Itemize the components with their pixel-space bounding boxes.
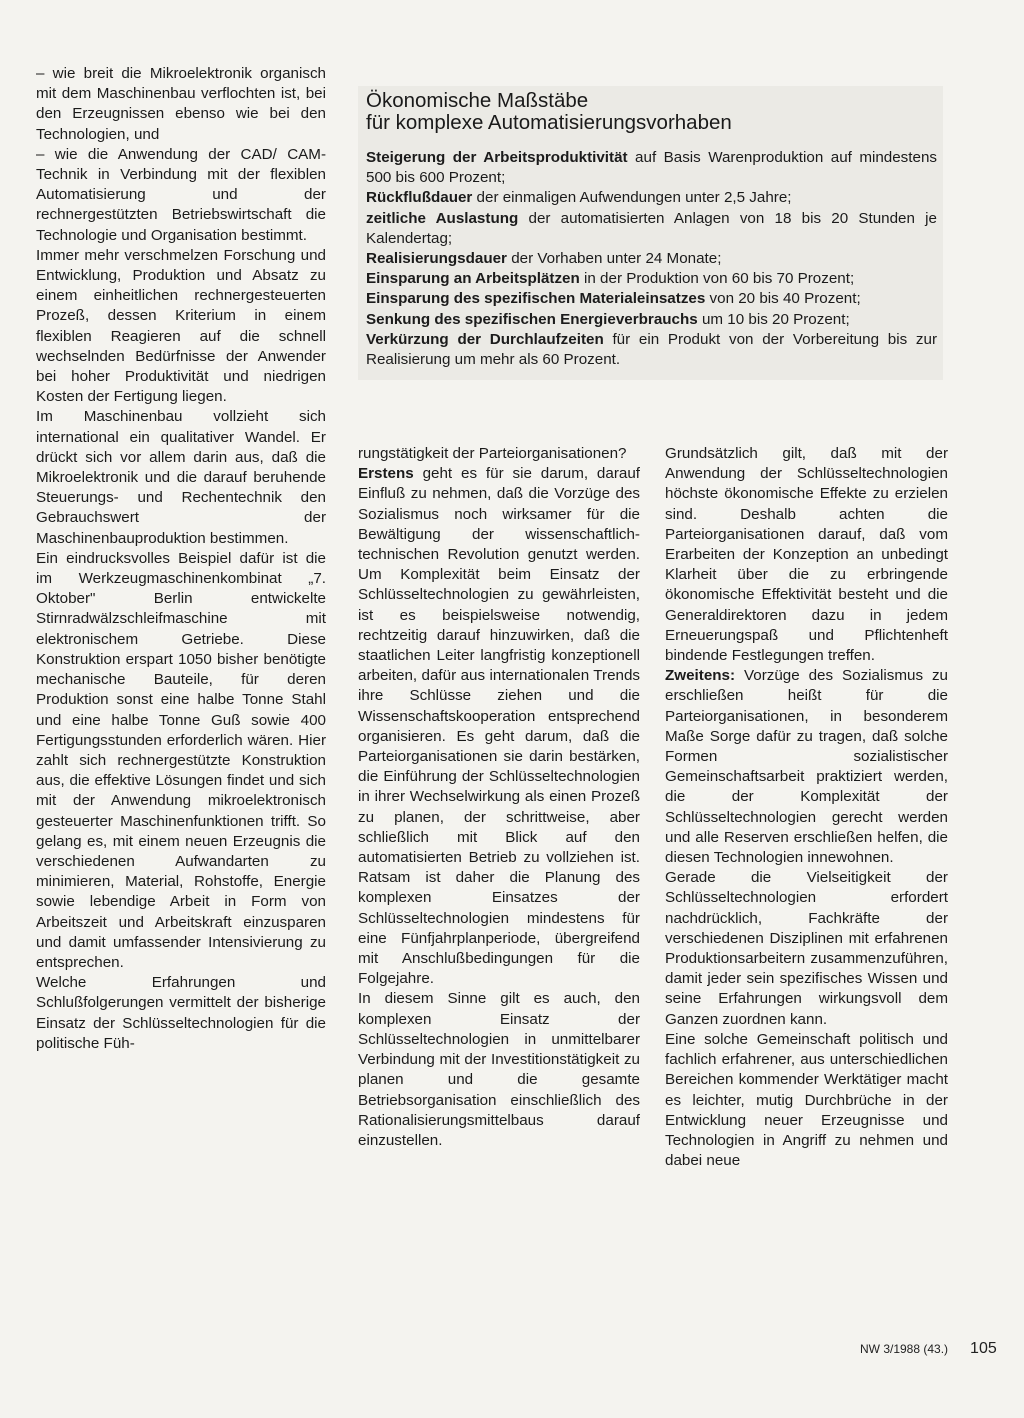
- col3-paragraph: Gerade die Vielseitigkeit der Schlüsseltechnologien erfordert nachdrücklich, Fachkräfte der verschiedenen Disziplinen mit erfahrenen Produktionsarbeitern zusammenzuführen, damit jeder sein spezifisches Wissen und seine Erfahrungen wirkungsvoll dem Ganzen zuordnen kann.: [665, 869, 948, 1028]
- col1-paragraph: Im Maschinenbau vollzieht sich international ein qualitativer Wandel. Er drückt sich vor allem darin aus, daß die Mikroelektronik und die darauf beruhende Steuerungs- und Rechentechnik den Gebrauchswert der Maschinenbauproduktion bestimmen.: [36, 408, 326, 547]
- box-item: [366, 188, 937, 208]
- box-title: [366, 90, 937, 134]
- sidebar-box-economic-criteria: [358, 86, 943, 380]
- col2-paragraph: In diesem Sinne gilt es auch, den komplexen Einsatz der Schlüsseltechnologien in unmittelbarer Verbindung mit der Investitionstätigkeit zu planen und die gesamte Betriebsorganisation einschließlich des Rationalisierungsmittelbaus darauf einzustellen.: [358, 990, 640, 1149]
- col3-paragraph: Eine solche Gemeinschaft politisch und fachlich erfahrener, aus unterschiedlichen Bereichen kommender Werktätiger macht es leichter, mutig Durchbrüche in der Entwicklung neuer Erzeugnisse und Technologien in Angriff zu nehmen und dabei neue: [665, 1030, 948, 1170]
- box-item-text: der Vorhaben unter 24 Monate;: [506, 250, 722, 268]
- col1-paragraph: Immer mehr verschmelzen Forschung und Entwicklung, Produktion und Absatz zu einem einheitlichen rechnergesteuerten Prozeß, dessen Kriterium in einem flexiblen Reagieren auf die schnell wechselnden Bedürfnisse der Anwender bei hoher Produktivität und niedrigen Kosten der Fertigung liegen.: [36, 246, 326, 406]
- col2-paragraph: [358, 464, 640, 989]
- box-item-term: Senkung des spezifischen Energieverbrauchs: [366, 310, 698, 328]
- page-footer: [860, 1340, 997, 1358]
- column-1: [36, 64, 326, 1054]
- box-item: [366, 269, 937, 289]
- box-item: [366, 289, 937, 309]
- column-3: [665, 444, 948, 1171]
- page-number: 105: [970, 1340, 997, 1357]
- box-item: [366, 310, 937, 330]
- col3-paragraph-text: Vorzüge des Sozialismus zu erschließen heißt für die Parteiorganisationen, in besonderem Maße Sorge dafür zu tragen, daß solche Formen sozialistischer Gemeinschaftsarbeit praktiziert werden, die der Komplexität der Schlüsseltechnologien gerecht werden und alle Reserven erschließen helfen, die diesen Technologien innewohnen.: [665, 667, 948, 867]
- col2-paragraph: rungstätigkeit der Parteiorganisationen?: [358, 445, 627, 462]
- box-item: [366, 209, 937, 249]
- box-item-term: Realisierungsdauer: [366, 250, 507, 268]
- box-item-text: auf Basis Warenproduktion auf mindestens 500 bis 600 Prozent;: [366, 149, 937, 187]
- box-list: [366, 148, 937, 370]
- box-item: [366, 330, 937, 370]
- box-item-term: zeitliche Auslastung: [366, 209, 519, 227]
- box-item-term: Einsparung an Arbeitsplätzen: [366, 270, 580, 288]
- col1-paragraph: – wie die Anwendung der CAD/ CAM-Technik in Verbindung mit der flexiblen Automatisierung und der rechnergestützten Betriebswirtschaft die Technologie und Organisation bestimmt.: [36, 145, 326, 244]
- col3-paragraph: Grundsätzlich gilt, daß mit der Anwendung der Schlüsseltechnologien höchste ökonomische Effekte zu erzielen sind. Deshalb achten die Parteiorganisationen darauf, daß vom Erarbeiten der Konzeption an unbedingt Klarheit über die zu erbringende ökonomische Effektivität besteht und die Generaldirektoren dazu in jedem Erneuerungspaß und Pflichtenheft bindende Festlegungen treffen.: [665, 445, 948, 665]
- box-item: [366, 148, 937, 188]
- emphasis-erstens: Erstens: [358, 465, 414, 483]
- column-2: [358, 444, 640, 1151]
- box-item-term: Einsparung des spezifischen Materialeinsatzes: [366, 290, 706, 308]
- box-item-text: in der Produktion von 60 bis 70 Prozent;: [579, 270, 855, 288]
- box-item-term: Verkürzung der Durchlaufzeiten: [366, 330, 604, 348]
- box-item-term: Rückflußdauer: [366, 189, 473, 207]
- box-item-text: der automatisierten Anlagen von 18 bis 20 Stunden je Kalendertag;: [366, 209, 937, 247]
- col1-paragraph: – wie breit die Mikroelektronik organisch mit dem Maschinenbau verflochten ist, bei den Erzeugnissen ebenso wie bei den Technologien, und: [36, 65, 326, 143]
- box-item-term: Steigerung der Arbeitsproduktivität: [366, 149, 628, 166]
- box-item: [366, 249, 937, 269]
- box-item-text: von 20 bis 40 Prozent;: [705, 290, 861, 308]
- box-title-line2: für komplexe Automatisierungsvorhaben: [366, 111, 732, 134]
- col1-paragraph: Welche Erfahrungen und Schlußfolgerungen vermittelt der bisherige Einsatz der Schlüsseltechnologien für die politische Füh-: [36, 974, 326, 1052]
- box-item-text: für ein Produkt von der Vorbereitung bis zur Realisierung um mehr als 60 Prozent.: [366, 330, 937, 369]
- box-title-line1: Ökonomische Maßstäbe: [366, 89, 589, 112]
- issue-label: NW 3/1988 (43.): [860, 1342, 949, 1356]
- box-item-text: um 10 bis 20 Prozent;: [697, 310, 850, 328]
- col1-paragraph: Ein eindrucksvolles Beispiel dafür ist die im Werkzeugmaschinenkombinat „7. Oktober" Berlin entwickelte Stirnradwälzschleifmaschine mit elektronischem Getriebe. Diese Konstruktion erspart 1050 bisher benötigte mechanische Bauteile, für deren Produktion sonst eine halbe Tonne Stahl und eine halbe Tonne Guß sowie 400 Fertigungsstunden erforderlich wären. Hier zahlt sich rechnergestützte Konstruktion aus, die effektive Lösungen findet und sich mit der Anwendung mikroelektronisch gesteuerter Maschinenfunktionen trifft. So gelang es, mit einem neuen Erzeugnis die verschiedenen Aufwandarten zu minimieren, Material, Rohstoffe, Energie sowie lebendige Arbeit in Form von Arbeitszeit und Arbeitskraft einzusparen und damit umfassender Intensivierung zu entsprechen.: [36, 549, 326, 971]
- col3-paragraph: [665, 666, 948, 868]
- box-item-text: der einmaligen Aufwendungen unter 2,5 Jahre;: [472, 189, 792, 207]
- col2-paragraph-text: geht es für sie darum, darauf Einfluß zu nehmen, daß die Vorzüge des Sozialismus noch wirksamer für die Bewältigung der wissenschaftlich-technischen Revolution genutzt werden. Um Komplexität beim Einsatz der Schlüsseltechnologien zu gewährleisten, ist es beispielsweise notwendig, rechtzeitig darauf hinzuwirken, daß die staatlichen Leiter langfristig konzeptionell arbeiten, dafür aus internationalen Trends ihre Schlüsse ziehen und die Wissenschaftskooperation entsprechend organisieren. Es geht darum, daß die Parteiorganisationen sie darin bestärken, die Einführung der Schlüsseltechnologien in ihrer Wechselwirkung als einen Prozeß zu planen, der schrittweise, aber schließlich mit Blick auf den automatisierten Betrieb zu vollziehen ist. Ratsam ist daher die Planung des komplexen Einsatzes der Schlüsseltechnologien mindestens für eine Fünfjahrplanperiode, übergreifend mit Anschlußbedingungen für die Folgejahre.: [358, 465, 640, 988]
- emphasis-zweitens: Zweitens:: [665, 667, 736, 685]
